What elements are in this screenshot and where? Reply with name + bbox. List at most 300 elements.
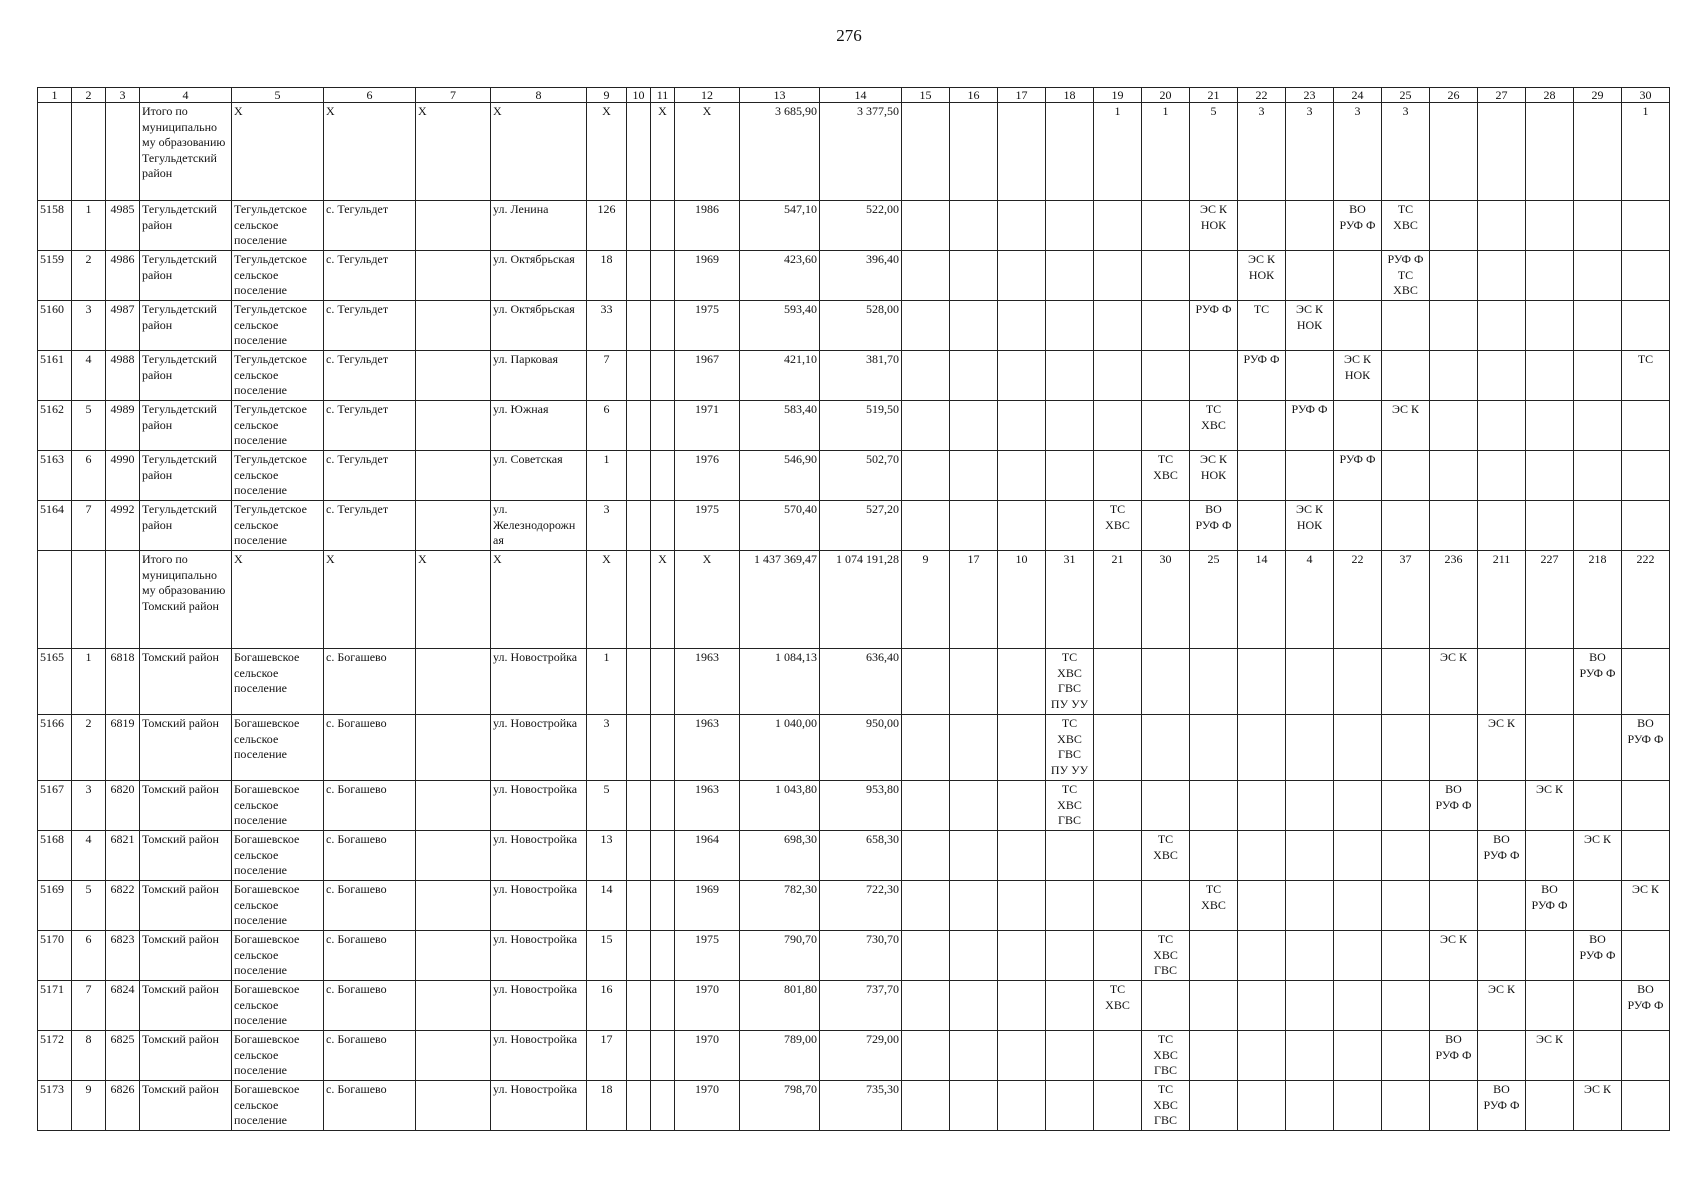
cell-col-10 — [627, 351, 651, 401]
cell-col-15 — [902, 201, 950, 251]
cell-col-26 — [1430, 1081, 1478, 1131]
cell-col-21 — [1190, 715, 1238, 781]
cell-col-13: 593,40 — [740, 301, 820, 351]
cell-col-10 — [627, 831, 651, 881]
cell-col-13: 798,70 — [740, 1081, 820, 1131]
cell-col-20: ТС ХВС ГВС — [1142, 1081, 1190, 1131]
cell-col-1: 5158 — [38, 201, 72, 251]
cell-col-18 — [1046, 981, 1094, 1031]
cell-col-28: 227 — [1526, 551, 1574, 649]
cell-col-25 — [1382, 981, 1430, 1031]
cell-col-1: 5169 — [38, 881, 72, 931]
cell-col-30: ЭС К — [1622, 881, 1670, 931]
cell-col-29 — [1574, 451, 1622, 501]
cell-col-18 — [1046, 201, 1094, 251]
cell-col-12: 1975 — [675, 301, 740, 351]
cell-col-17 — [998, 931, 1046, 981]
table-row — [38, 715, 1670, 781]
cell-col-28 — [1526, 715, 1574, 781]
cell-col-30 — [1622, 931, 1670, 981]
cell-col-8: X — [491, 103, 587, 201]
cell-col-14: 735,30 — [820, 1081, 902, 1131]
cell-col-19 — [1094, 401, 1142, 451]
table-row — [38, 451, 1670, 501]
cell-col-30: 1 — [1622, 103, 1670, 201]
cell-col-17 — [998, 831, 1046, 881]
table-row — [38, 831, 1670, 881]
cell-col-7 — [416, 781, 491, 831]
cell-col-29 — [1574, 251, 1622, 301]
total-row — [38, 551, 1670, 649]
cell-col-18: ТС ХВС ГВС — [1046, 781, 1094, 831]
cell-col-3: 6819 — [106, 715, 140, 781]
cell-col-29 — [1574, 401, 1622, 451]
cell-col-23 — [1286, 931, 1334, 981]
cell-col-17 — [998, 881, 1046, 931]
cell-col-7 — [416, 1031, 491, 1081]
cell-col-8: ул. Новостройка — [491, 781, 587, 831]
cell-col-10 — [627, 501, 651, 551]
cell-col-25 — [1382, 715, 1430, 781]
cell-col-24 — [1334, 301, 1382, 351]
cell-col-10 — [627, 251, 651, 301]
cell-col-11 — [651, 1081, 675, 1131]
cell-col-7 — [416, 981, 491, 1031]
cell-col-16 — [950, 715, 998, 781]
cell-col-10 — [627, 103, 651, 201]
cell-col-28 — [1526, 351, 1574, 401]
column-number-28: 28 — [1526, 88, 1574, 103]
cell-col-25 — [1382, 301, 1430, 351]
cell-col-25: ТС ХВС — [1382, 201, 1430, 251]
column-number-15: 15 — [902, 88, 950, 103]
cell-col-16 — [950, 451, 998, 501]
cell-col-23: ЭС К НОК — [1286, 501, 1334, 551]
cell-col-19 — [1094, 351, 1142, 401]
cell-col-5: Тегульдетское сельское поселение — [232, 201, 324, 251]
cell-col-1: 5167 — [38, 781, 72, 831]
cell-col-29: 218 — [1574, 551, 1622, 649]
cell-col-23 — [1286, 831, 1334, 881]
table-row — [38, 1081, 1670, 1131]
cell-col-30 — [1622, 501, 1670, 551]
cell-col-5: Тегульдетское сельское поселение — [232, 301, 324, 351]
cell-col-5: Богашевское сельское поселение — [232, 1031, 324, 1081]
cell-col-1: 5168 — [38, 831, 72, 881]
cell-col-6: X — [324, 551, 416, 649]
cell-col-25 — [1382, 451, 1430, 501]
cell-col-26 — [1430, 201, 1478, 251]
cell-col-2: 1 — [72, 649, 106, 715]
cell-col-2: 1 — [72, 201, 106, 251]
cell-col-18 — [1046, 501, 1094, 551]
cell-col-24: 3 — [1334, 103, 1382, 201]
cell-col-9: 18 — [587, 1081, 627, 1131]
cell-col-22 — [1238, 451, 1286, 501]
cell-col-23 — [1286, 715, 1334, 781]
cell-col-16 — [950, 649, 998, 715]
cell-col-15: 9 — [902, 551, 950, 649]
cell-col-3 — [106, 551, 140, 649]
cell-col-12: X — [675, 103, 740, 201]
cell-col-2: 8 — [72, 1031, 106, 1081]
cell-col-4: Тегульдетский район — [140, 201, 232, 251]
cell-col-28: ВО РУФ Ф — [1526, 881, 1574, 931]
cell-col-30: 222 — [1622, 551, 1670, 649]
cell-col-15 — [902, 1031, 950, 1081]
cell-col-6: с. Богашево — [324, 931, 416, 981]
cell-col-28: ЭС К — [1526, 781, 1574, 831]
cell-col-19: 21 — [1094, 551, 1142, 649]
column-number-27: 27 — [1478, 88, 1526, 103]
table-row — [38, 781, 1670, 831]
cell-col-24 — [1334, 931, 1382, 981]
cell-col-23 — [1286, 351, 1334, 401]
cell-col-28 — [1526, 251, 1574, 301]
cell-col-6: с. Богашево — [324, 981, 416, 1031]
cell-col-11 — [651, 201, 675, 251]
cell-col-14: 519,50 — [820, 401, 902, 451]
cell-col-26 — [1430, 981, 1478, 1031]
cell-col-17 — [998, 251, 1046, 301]
cell-col-20: ТС ХВС — [1142, 831, 1190, 881]
cell-col-2: 6 — [72, 451, 106, 501]
cell-col-10 — [627, 1081, 651, 1131]
registry-table — [37, 87, 1670, 1131]
cell-col-1: 5171 — [38, 981, 72, 1031]
cell-col-20 — [1142, 351, 1190, 401]
cell-col-19 — [1094, 781, 1142, 831]
cell-col-25 — [1382, 781, 1430, 831]
cell-col-7: X — [416, 551, 491, 649]
cell-col-20 — [1142, 501, 1190, 551]
cell-col-20 — [1142, 201, 1190, 251]
cell-col-17 — [998, 401, 1046, 451]
cell-col-3: 6822 — [106, 881, 140, 931]
column-number-13: 13 — [740, 88, 820, 103]
cell-col-18: ТС ХВС ГВС ПУ УУ — [1046, 715, 1094, 781]
cell-col-19 — [1094, 831, 1142, 881]
cell-col-8: X — [491, 551, 587, 649]
cell-col-22: ЭС К НОК — [1238, 251, 1286, 301]
cell-col-5: Богашевское сельское поселение — [232, 931, 324, 981]
cell-col-25: ЭС К — [1382, 401, 1430, 451]
cell-col-8: ул. Железнодорожн ая — [491, 501, 587, 551]
cell-col-27 — [1478, 351, 1526, 401]
table-row — [38, 301, 1670, 351]
cell-col-13: 1 040,00 — [740, 715, 820, 781]
cell-col-6: X — [324, 103, 416, 201]
cell-col-11 — [651, 931, 675, 981]
cell-col-21 — [1190, 981, 1238, 1031]
cell-col-9: 3 — [587, 501, 627, 551]
cell-col-20 — [1142, 715, 1190, 781]
cell-col-25 — [1382, 831, 1430, 881]
cell-col-6: с. Богашево — [324, 881, 416, 931]
cell-col-26: ЭС К — [1430, 931, 1478, 981]
cell-col-19 — [1094, 649, 1142, 715]
table-row — [38, 981, 1670, 1031]
cell-col-26: ВО РУФ Ф — [1430, 781, 1478, 831]
column-number-8: 8 — [491, 88, 587, 103]
cell-col-5: Тегульдетское сельское поселение — [232, 501, 324, 551]
cell-col-22 — [1238, 501, 1286, 551]
cell-col-23 — [1286, 1081, 1334, 1131]
cell-col-24 — [1334, 831, 1382, 881]
cell-col-13: 782,30 — [740, 881, 820, 931]
cell-col-8: ул. Советская — [491, 451, 587, 501]
cell-col-22: ТС — [1238, 301, 1286, 351]
column-number-26: 26 — [1430, 88, 1478, 103]
table-row — [38, 501, 1670, 551]
cell-col-13: 698,30 — [740, 831, 820, 881]
cell-col-27 — [1478, 451, 1526, 501]
cell-col-19 — [1094, 715, 1142, 781]
cell-col-19: ТС ХВС — [1094, 981, 1142, 1031]
cell-col-25 — [1382, 1081, 1430, 1131]
cell-col-12: 1970 — [675, 1081, 740, 1131]
cell-col-12: 1963 — [675, 715, 740, 781]
cell-col-18 — [1046, 831, 1094, 881]
cell-col-15 — [902, 1081, 950, 1131]
cell-col-5: X — [232, 551, 324, 649]
cell-col-17 — [998, 103, 1046, 201]
cell-col-16 — [950, 981, 998, 1031]
cell-col-14: 730,70 — [820, 931, 902, 981]
cell-col-5: Богашевское сельское поселение — [232, 981, 324, 1031]
cell-col-29 — [1574, 103, 1622, 201]
column-number-10: 10 — [627, 88, 651, 103]
cell-col-15 — [902, 451, 950, 501]
cell-col-13: 583,40 — [740, 401, 820, 451]
cell-col-12: 1975 — [675, 931, 740, 981]
cell-col-4: Итого по муниципально му образованию Томский район — [140, 551, 232, 649]
cell-col-15 — [902, 931, 950, 981]
cell-col-3: 4990 — [106, 451, 140, 501]
cell-col-20 — [1142, 251, 1190, 301]
cell-col-20: ТС ХВС ГВС — [1142, 1031, 1190, 1081]
cell-col-6: с. Тегульдет — [324, 351, 416, 401]
cell-col-14: 722,30 — [820, 881, 902, 931]
cell-col-4: Томский район — [140, 931, 232, 981]
cell-col-12: 1969 — [675, 251, 740, 301]
cell-col-26 — [1430, 831, 1478, 881]
cell-col-25 — [1382, 1031, 1430, 1081]
column-number-24: 24 — [1334, 88, 1382, 103]
cell-col-29: ЭС К — [1574, 1081, 1622, 1131]
cell-col-24 — [1334, 781, 1382, 831]
cell-col-13: 547,10 — [740, 201, 820, 251]
cell-col-16 — [950, 351, 998, 401]
cell-col-21 — [1190, 931, 1238, 981]
cell-col-7 — [416, 401, 491, 451]
cell-col-27 — [1478, 401, 1526, 451]
cell-col-14: 502,70 — [820, 451, 902, 501]
cell-col-5: Богашевское сельское поселение — [232, 715, 324, 781]
cell-col-3: 4989 — [106, 401, 140, 451]
cell-col-15 — [902, 831, 950, 881]
cell-col-2: 2 — [72, 715, 106, 781]
cell-col-15 — [902, 103, 950, 201]
cell-col-16 — [950, 781, 998, 831]
cell-col-15 — [902, 715, 950, 781]
cell-col-9: 15 — [587, 931, 627, 981]
column-number-16: 16 — [950, 88, 998, 103]
cell-col-16 — [950, 501, 998, 551]
table-row — [38, 1031, 1670, 1081]
column-number-18: 18 — [1046, 88, 1094, 103]
cell-col-14: 658,30 — [820, 831, 902, 881]
cell-col-29 — [1574, 201, 1622, 251]
cell-col-12: 1964 — [675, 831, 740, 881]
table-row — [38, 649, 1670, 715]
cell-col-29 — [1574, 715, 1622, 781]
cell-col-23 — [1286, 201, 1334, 251]
cell-col-17 — [998, 649, 1046, 715]
cell-col-24 — [1334, 1081, 1382, 1131]
cell-col-16 — [950, 201, 998, 251]
cell-col-22 — [1238, 649, 1286, 715]
cell-col-1: 5160 — [38, 301, 72, 351]
cell-col-2: 9 — [72, 1081, 106, 1131]
cell-col-22 — [1238, 781, 1286, 831]
cell-col-25 — [1382, 649, 1430, 715]
cell-col-7: X — [416, 103, 491, 201]
cell-col-30 — [1622, 401, 1670, 451]
cell-col-14: 636,40 — [820, 649, 902, 715]
cell-col-18 — [1046, 401, 1094, 451]
cell-col-5: Богашевское сельское поселение — [232, 831, 324, 881]
cell-col-9: 6 — [587, 401, 627, 451]
cell-col-24: РУФ Ф — [1334, 451, 1382, 501]
cell-col-15 — [902, 401, 950, 451]
column-number-19: 19 — [1094, 88, 1142, 103]
column-number-30: 30 — [1622, 88, 1670, 103]
cell-col-23 — [1286, 1031, 1334, 1081]
cell-col-13: 570,40 — [740, 501, 820, 551]
cell-col-16 — [950, 401, 998, 451]
cell-col-22 — [1238, 401, 1286, 451]
cell-col-11 — [651, 251, 675, 301]
cell-col-2: 3 — [72, 301, 106, 351]
cell-col-10 — [627, 1031, 651, 1081]
cell-col-24 — [1334, 1031, 1382, 1081]
cell-col-27 — [1478, 931, 1526, 981]
cell-col-13: 1 437 369,47 — [740, 551, 820, 649]
cell-col-20 — [1142, 301, 1190, 351]
cell-col-11 — [651, 451, 675, 501]
cell-col-14: 396,40 — [820, 251, 902, 301]
cell-col-17 — [998, 351, 1046, 401]
cell-col-1: 5170 — [38, 931, 72, 981]
cell-col-12: 1969 — [675, 881, 740, 931]
cell-col-13: 423,60 — [740, 251, 820, 301]
column-number-25: 25 — [1382, 88, 1430, 103]
cell-col-27: ЭС К — [1478, 981, 1526, 1031]
cell-col-4: Томский район — [140, 715, 232, 781]
cell-col-8: ул. Новостройка — [491, 981, 587, 1031]
cell-col-24 — [1334, 981, 1382, 1031]
cell-col-25 — [1382, 881, 1430, 931]
cell-col-18 — [1046, 931, 1094, 981]
cell-col-12: 1975 — [675, 501, 740, 551]
cell-col-16 — [950, 1031, 998, 1081]
cell-col-16 — [950, 301, 998, 351]
cell-col-12: 1963 — [675, 649, 740, 715]
cell-col-8: ул. Ленина — [491, 201, 587, 251]
cell-col-10 — [627, 931, 651, 981]
cell-col-24 — [1334, 649, 1382, 715]
cell-col-2: 3 — [72, 781, 106, 831]
cell-col-2 — [72, 551, 106, 649]
cell-col-2: 5 — [72, 881, 106, 931]
table-row — [38, 931, 1670, 981]
cell-col-27: ВО РУФ Ф — [1478, 831, 1526, 881]
cell-col-27: ВО РУФ Ф — [1478, 1081, 1526, 1131]
cell-col-9: 3 — [587, 715, 627, 781]
cell-col-7 — [416, 201, 491, 251]
cell-col-28 — [1526, 501, 1574, 551]
cell-col-21 — [1190, 781, 1238, 831]
cell-col-4: Тегульдетский район — [140, 451, 232, 501]
cell-col-14: 953,80 — [820, 781, 902, 831]
column-number-5: 5 — [232, 88, 324, 103]
cell-col-8: ул. Новостройка — [491, 715, 587, 781]
cell-col-13: 790,70 — [740, 931, 820, 981]
cell-col-21 — [1190, 831, 1238, 881]
cell-col-4: Томский район — [140, 831, 232, 881]
cell-col-26 — [1430, 251, 1478, 301]
cell-col-5: Тегульдетское сельское поселение — [232, 451, 324, 501]
cell-col-8: ул. Новостройка — [491, 831, 587, 881]
cell-col-6: с. Тегульдет — [324, 451, 416, 501]
cell-col-3: 4992 — [106, 501, 140, 551]
cell-col-6: с. Тегульдет — [324, 401, 416, 451]
cell-col-23: 3 — [1286, 103, 1334, 201]
cell-col-3: 4988 — [106, 351, 140, 401]
cell-col-3: 6824 — [106, 981, 140, 1031]
cell-col-23 — [1286, 981, 1334, 1031]
cell-col-17 — [998, 981, 1046, 1031]
cell-col-5: Тегульдетское сельское поселение — [232, 251, 324, 301]
cell-col-17 — [998, 451, 1046, 501]
table-row — [38, 201, 1670, 251]
cell-col-19: ТС ХВС — [1094, 501, 1142, 551]
cell-col-23: 4 — [1286, 551, 1334, 649]
cell-col-19 — [1094, 931, 1142, 981]
cell-col-25: РУФ Ф ТС ХВС — [1382, 251, 1430, 301]
cell-col-2: 4 — [72, 351, 106, 401]
cell-col-21 — [1190, 1081, 1238, 1131]
cell-col-28 — [1526, 201, 1574, 251]
cell-col-21 — [1190, 251, 1238, 301]
cell-col-21: 25 — [1190, 551, 1238, 649]
cell-col-28 — [1526, 831, 1574, 881]
cell-col-4: Томский район — [140, 881, 232, 931]
cell-col-14: 381,70 — [820, 351, 902, 401]
cell-col-29 — [1574, 881, 1622, 931]
cell-col-18: ТС ХВС ГВС ПУ УУ — [1046, 649, 1094, 715]
cell-col-30: ВО РУФ Ф — [1622, 981, 1670, 1031]
total-row — [38, 103, 1670, 201]
column-number-17: 17 — [998, 88, 1046, 103]
column-number-14: 14 — [820, 88, 902, 103]
cell-col-3: 6823 — [106, 931, 140, 981]
column-number-11: 11 — [651, 88, 675, 103]
column-number-6: 6 — [324, 88, 416, 103]
column-number-4: 4 — [140, 88, 232, 103]
cell-col-1: 5162 — [38, 401, 72, 451]
